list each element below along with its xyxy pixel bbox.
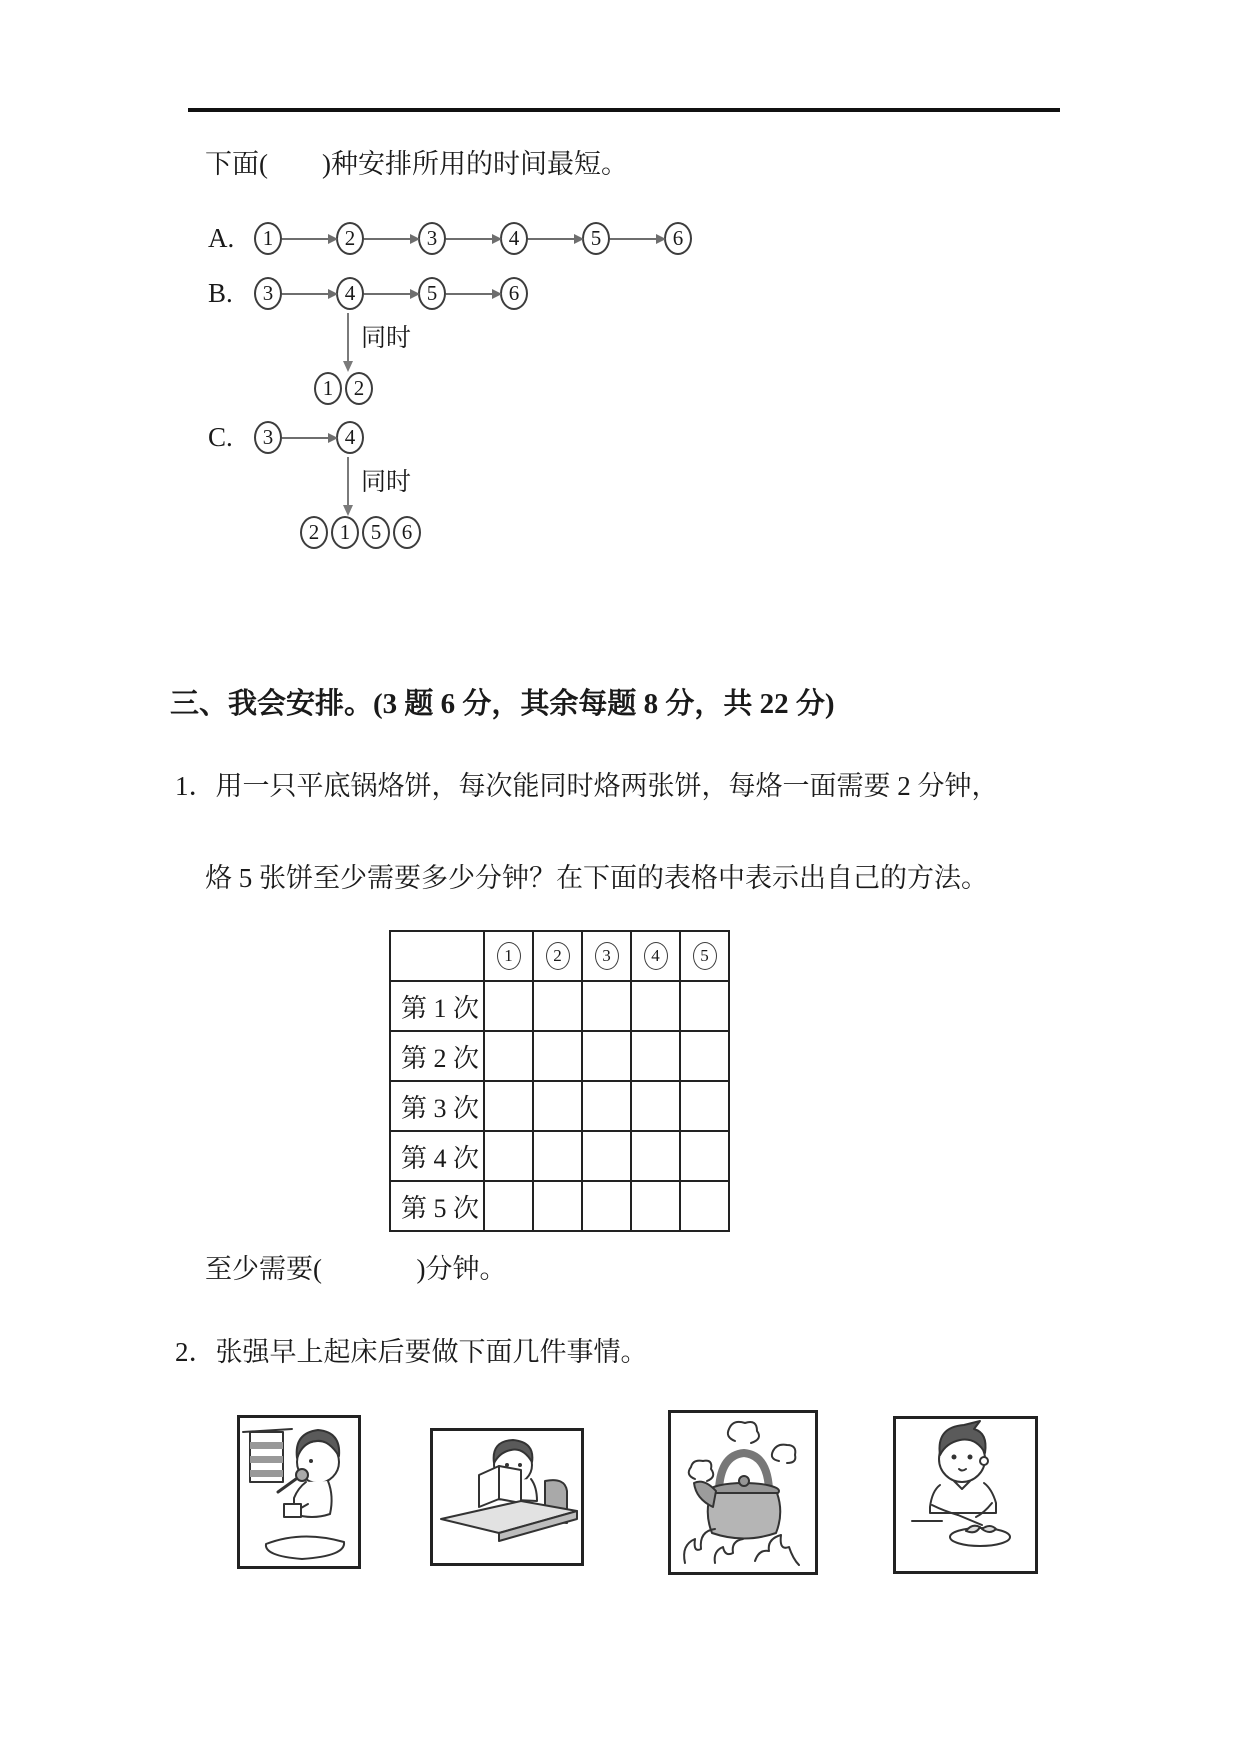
question-intro: 下面( )种安排所用的时间最短。 [205,149,628,179]
option-a-row [208,222,692,255]
step-node-circle: 4 [500,222,528,255]
col-header-circle: 3 [595,942,619,970]
header-rule [188,108,1060,112]
table-cell [631,1181,680,1231]
step-node-circle: 6 [393,516,421,549]
table-col-header [631,931,680,981]
arrow-right-icon [610,238,664,240]
table-cell [533,1031,582,1081]
table-col-header [680,931,729,981]
step-node-circle: 3 [418,222,446,255]
problem1-line1: 1．用一只平底锅烙饼，每次能同时烙两张饼，每烙一面需要 2 分钟， [175,771,999,801]
col-header-circle: 5 [693,942,717,970]
table-col-header [484,931,533,981]
table-cell [680,1081,729,1131]
step-node-circle: 1 [254,222,282,255]
picture-brushing-teeth [237,1415,361,1569]
option-b-branch-nodes [314,372,373,405]
table-cell [680,1031,729,1081]
picture-boiling-water [668,1410,818,1575]
table-cell [484,1181,533,1231]
table-cell [484,1031,533,1081]
table-cell [631,981,680,1031]
table-cell [533,1131,582,1181]
arrow-down-icon [347,313,349,370]
table-row [390,1031,729,1081]
arrow-right-icon [282,437,336,439]
section-heading: 三、我会安排。(3 题 6 分，其余每题 8 分，共 22 分) [170,688,835,720]
step-node-circle: 4 [336,277,364,310]
table-cell [484,981,533,1031]
option-a-label: A. [208,223,235,253]
table-corner-cell [390,931,484,981]
table-cell [484,1081,533,1131]
arrow-right-icon [364,238,418,240]
table-cell [680,981,729,1031]
step-node-circle: 2 [336,222,364,255]
reading-book-illustration [433,1431,581,1563]
arrow-right-icon [446,238,500,240]
table-cell [533,1181,582,1231]
option-b-row [208,277,528,310]
option-c-row [208,421,364,454]
table-col-header [533,931,582,981]
problem1-line2: 烙 5 张饼至少需要多少分钟？在下面的表格中表示出自己的方法。 [205,863,988,893]
table-cell [582,1181,631,1231]
arrow-right-icon [528,238,582,240]
step-node-circle: 5 [582,222,610,255]
problem2-line1: 2．张强早上起床后要做下面几件事情。 [175,1337,648,1367]
table-cell [680,1131,729,1181]
step-node-circle: 1 [331,516,359,549]
step-node-circle: 5 [418,277,446,310]
col-header-circle: 4 [644,942,668,970]
picture-eating-breakfast [893,1416,1038,1574]
option-b-label: B. [208,278,233,308]
table-cell [631,1081,680,1131]
table-cell [484,1131,533,1181]
eating-breakfast-illustration [896,1419,1035,1571]
step-node-circle: 2 [300,516,328,549]
arrow-right-icon [364,293,418,295]
problem1-answer-line: 至少需要( )分钟。 [205,1254,507,1284]
table-cell [631,1031,680,1081]
boiling-water-illustration [671,1413,815,1572]
row-header: 第 3 次 [390,1081,484,1131]
simultaneous-label: 同时 [361,325,412,352]
table-cell [631,1131,680,1181]
step-node-circle: 3 [254,421,282,454]
step-node-circle: 2 [345,372,373,405]
arrow-down-icon [347,457,349,514]
arrow-right-icon [282,238,336,240]
col-header-circle: 1 [497,942,521,970]
option-c-branch-nodes [300,516,421,549]
table-cell [582,1131,631,1181]
step-node-circle: 5 [362,516,390,549]
table-row [390,1131,729,1181]
table-cell [582,1081,631,1131]
row-header: 第 1 次 [390,981,484,1031]
row-header: 第 4 次 [390,1131,484,1181]
table-cell [533,981,582,1031]
step-node-circle: 6 [500,277,528,310]
brushing-teeth-illustration [240,1418,358,1566]
step-node-circle: 3 [254,277,282,310]
simultaneous-label: 同时 [361,469,412,496]
table-col-header [582,931,631,981]
table-cell [582,981,631,1031]
table-row [390,1081,729,1131]
row-header: 第 5 次 [390,1181,484,1231]
option-c-label: C. [208,422,233,452]
step-node-circle: 6 [664,222,692,255]
arrow-right-icon [282,293,336,295]
pancake-table [389,930,730,1232]
step-node-circle: 4 [336,421,364,454]
table-header-row [390,931,729,981]
row-header: 第 2 次 [390,1031,484,1081]
picture-reading-book [430,1428,584,1566]
table-row [390,1181,729,1231]
table-row [390,981,729,1031]
table-cell [680,1181,729,1231]
table-cell [533,1081,582,1131]
step-node-circle: 1 [314,372,342,405]
col-header-circle: 2 [546,942,570,970]
arrow-right-icon [446,293,500,295]
table-cell [582,1031,631,1081]
